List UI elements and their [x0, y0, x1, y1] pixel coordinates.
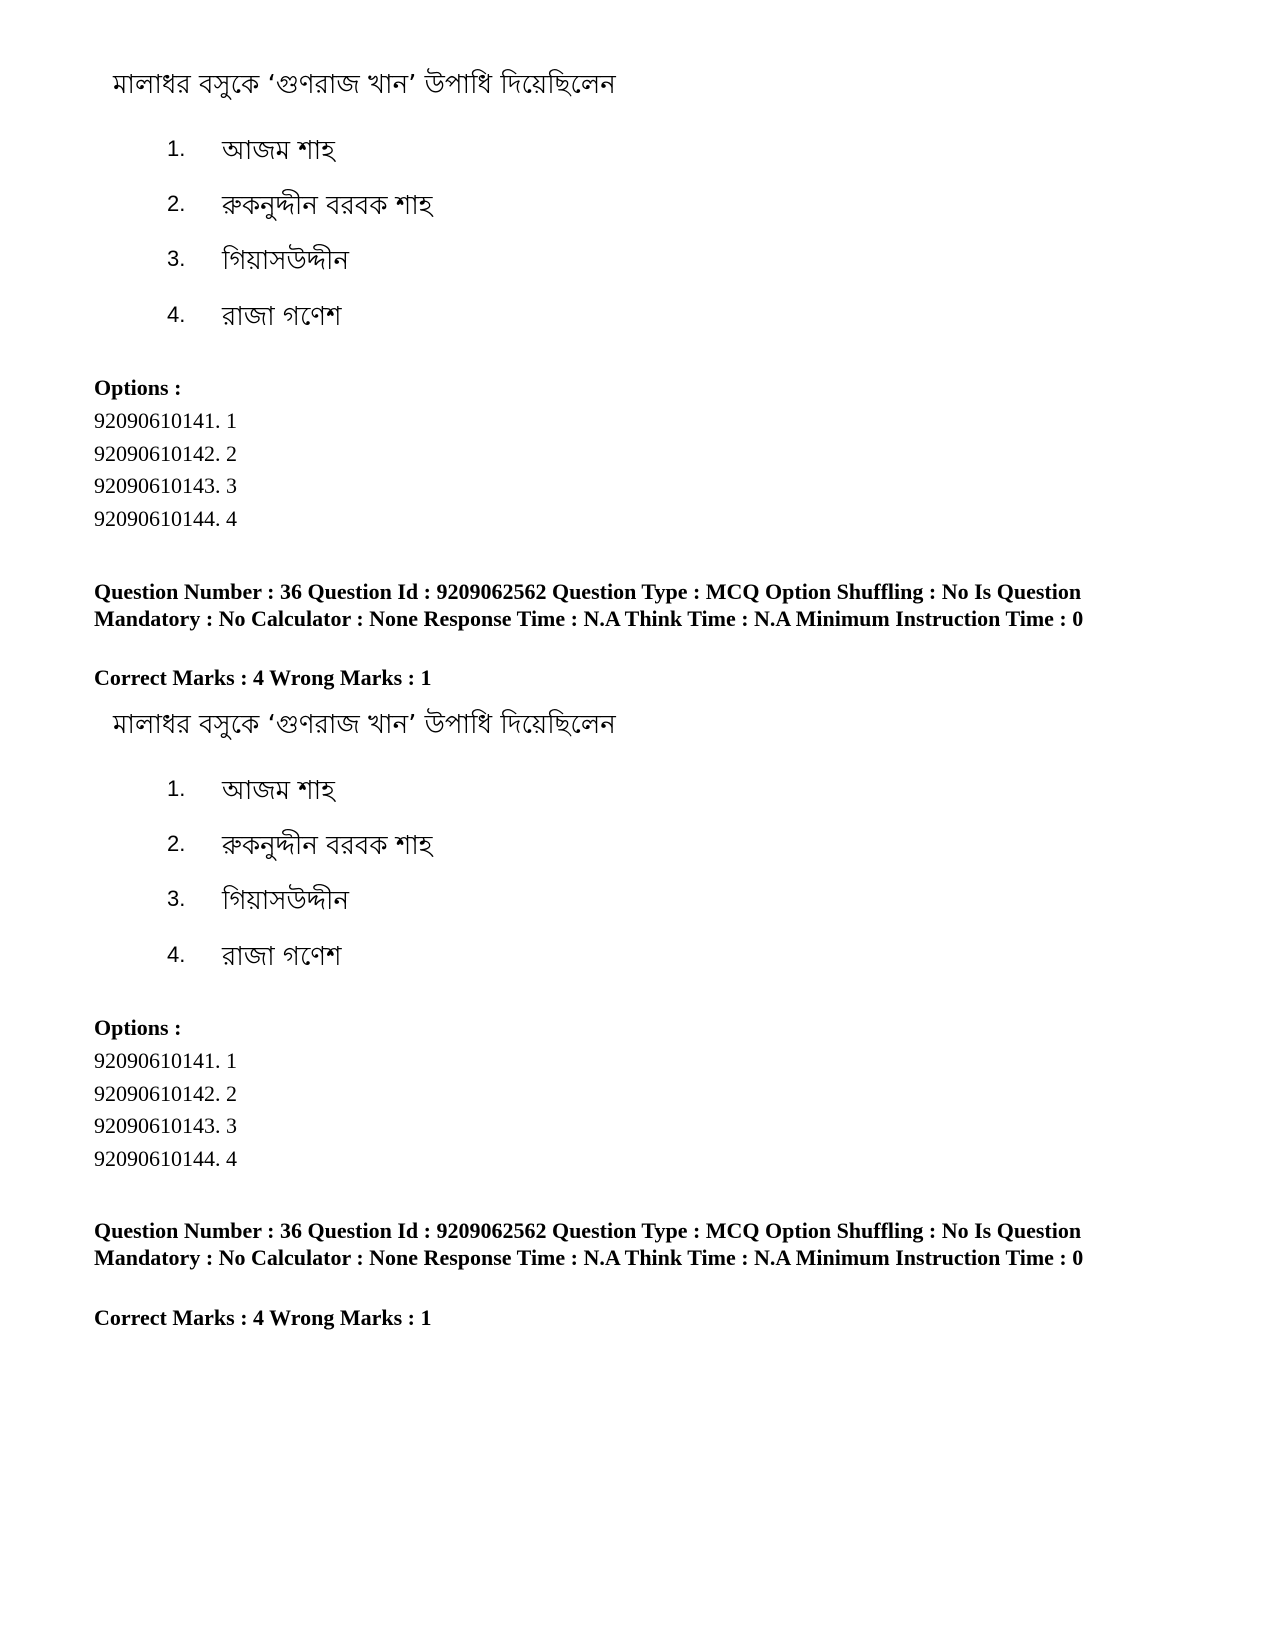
option-text: রাজা গণেশ	[222, 302, 342, 332]
question-stem: মালাধর বসুকে ‘গুণরাজ খান’ উপাধি দিয়েছিলেন	[113, 710, 616, 740]
option-text: রাজা গণেশ	[222, 942, 342, 972]
option-text: আজম শাহ	[222, 776, 335, 806]
option-text: গিয়াসউদ্দীন	[222, 246, 349, 276]
marks-line: Correct Marks : 4 Wrong Marks : 1	[94, 665, 432, 690]
option-id-line: 92090610144. 4	[94, 1146, 237, 1171]
option-number: 2.	[167, 191, 186, 216]
option-id-line: 92090610142. 2	[94, 441, 237, 466]
question-meta: Question Number : 36 Question Id : 9209062562 Question Type : MCQ Option Shuffling : No Is Question Mandatory : No Calculator : None Response Time : N.A Think Time : N.A Minimum Instruction Time : 0	[94, 1218, 1084, 1270]
option-text: গিয়াসউদ্দীন	[222, 886, 349, 916]
option-id-line: 92090610144. 4	[94, 506, 237, 531]
option-text: রুকনুদ্দীন বরবক শাহ	[222, 191, 433, 221]
option-number: 4.	[167, 942, 186, 967]
option-id-line: 92090610141. 1	[94, 1048, 237, 1073]
option-number: 3.	[167, 246, 186, 271]
question-stem: মালাধর বসুকে ‘গুণরাজ খান’ উপাধি দিয়েছিলেন	[113, 70, 616, 100]
options-heading: Options :	[94, 1015, 182, 1040]
option-text: রুকনুদ্দীন বরবক শাহ	[222, 831, 433, 861]
option-number: 2.	[167, 831, 186, 856]
option-number: 4.	[167, 302, 186, 327]
options-heading: Options :	[94, 375, 182, 400]
option-number: 1.	[167, 776, 186, 801]
option-id-line: 92090610141. 1	[94, 408, 237, 433]
question-meta: Question Number : 36 Question Id : 9209062562 Question Type : MCQ Option Shuffling : No Is Question Mandatory : No Calculator : None Response Time : N.A Think Time : N.A Minimum Instruction Time : 0	[94, 579, 1084, 631]
option-id-line: 92090610142. 2	[94, 1081, 237, 1106]
marks-line: Correct Marks : 4 Wrong Marks : 1	[94, 1305, 432, 1330]
option-number: 1.	[167, 136, 186, 161]
option-id-line: 92090610143. 3	[94, 473, 237, 498]
option-id-line: 92090610143. 3	[94, 1113, 237, 1138]
option-number: 3.	[167, 886, 186, 911]
option-text: আজম শাহ	[222, 136, 335, 166]
